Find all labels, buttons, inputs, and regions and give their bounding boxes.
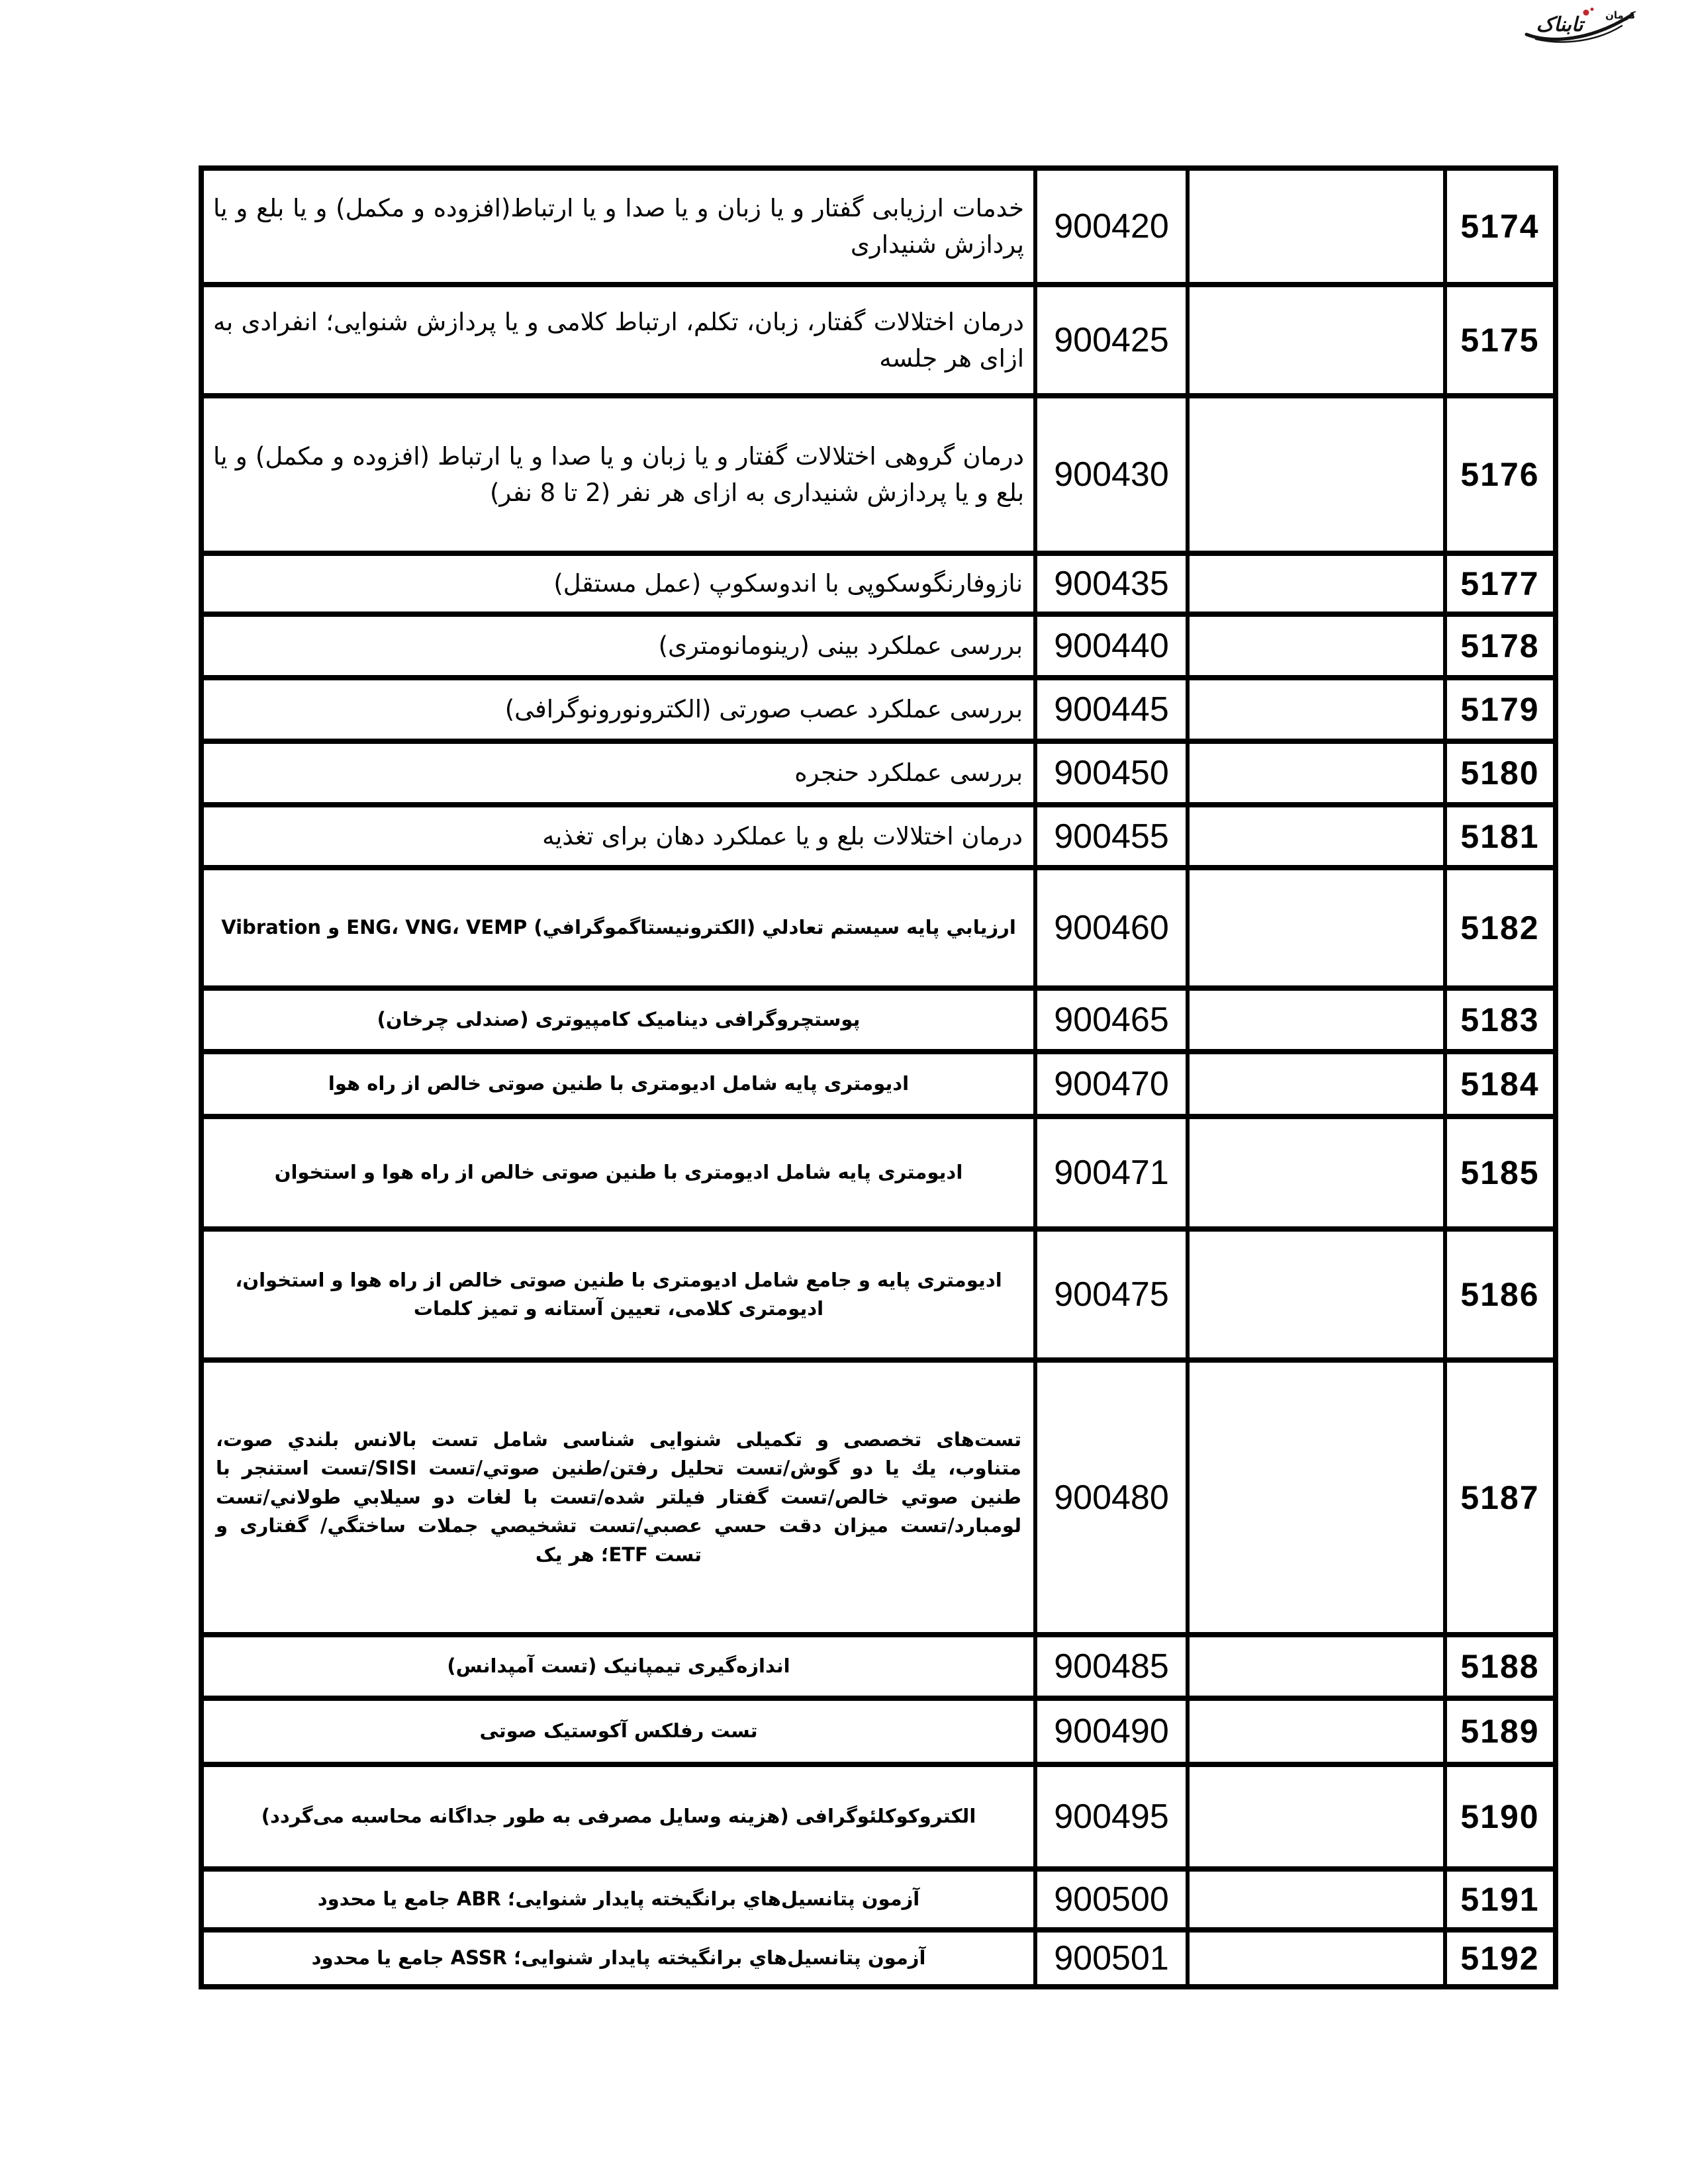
description-cell: بررسی عملکرد بینی (رینومانومتری)	[201, 614, 1035, 678]
code-cell: 900485	[1035, 1635, 1188, 1698]
table-row	[201, 1360, 1556, 1635]
status-cell	[1188, 868, 1445, 988]
row-id-cell: 5176	[1445, 396, 1556, 553]
code-cell: 900425	[1035, 285, 1188, 396]
table-row	[201, 1930, 1556, 1987]
code-cell: 900450	[1035, 741, 1188, 805]
description-cell: تست‌های تخصصی و تکمیلی شنوایی شناسی شامل تست بالانس بلندي صوت، متناوب، يك يا دو گوش/تست تحليل رفتن/طنين صوتي/تست SISI/تست استنجر با طنين صوتي خالص/تست گفتار فيلتر شده/تست با لغات دو سيلابي طولاني/تست لومبارد/تست ميزان دقت حسي عصبي/تست تشخيصي جملات ساختگي/ گفتاری و تست ETF؛ هر یک	[201, 1360, 1035, 1635]
table-row	[201, 1229, 1556, 1360]
description-cell: الکتروکوکلئوگرافی (هزینه وسایل مصرفی به طور جداگانه محاسبه می‌گردد)	[201, 1764, 1035, 1869]
row-id-cell: 5192	[1445, 1930, 1556, 1987]
tabnak-kerman-logo	[1521, 4, 1647, 46]
row-id-cell: 5189	[1445, 1698, 1556, 1764]
status-cell	[1188, 1052, 1445, 1116]
row-id-cell: 5181	[1445, 805, 1556, 868]
code-cell: 900475	[1035, 1229, 1188, 1360]
code-cell: 900500	[1035, 1869, 1188, 1930]
description-cell: درمان اختلالات بلع و یا عملکرد دهان برای تغذیه	[201, 805, 1035, 868]
logo-text-sub: کرمان	[1605, 9, 1636, 21]
status-cell	[1188, 553, 1445, 614]
logo-text-main: تابناک	[1536, 13, 1583, 36]
status-cell	[1188, 1116, 1445, 1229]
description-cell: آزمون پتانسيل‌هاي برانگيخته پايدار شنوايی؛ ASSR جامع یا محدود	[201, 1930, 1035, 1987]
table-row	[201, 988, 1556, 1052]
row-id-cell: 5179	[1445, 678, 1556, 741]
table-row	[201, 1635, 1556, 1698]
code-cell: 900470	[1035, 1052, 1188, 1116]
status-cell	[1188, 1930, 1445, 1987]
code-cell: 900495	[1035, 1764, 1188, 1869]
row-id-cell: 5185	[1445, 1116, 1556, 1229]
description-cell: ادیومتری پایه و جامع شامل ادیومتری با طنین صوتی خالص از راه هوا و استخوان، ادیومتری کلامی، تعیین آستانه و تمیز کلمات	[201, 1229, 1035, 1360]
status-cell	[1188, 285, 1445, 396]
table-row	[201, 1764, 1556, 1869]
status-cell	[1188, 805, 1445, 868]
table-row	[201, 396, 1556, 553]
code-cell: 900501	[1035, 1930, 1188, 1987]
row-id-cell: 5177	[1445, 553, 1556, 614]
code-cell: 900420	[1035, 168, 1188, 285]
row-id-cell: 5191	[1445, 1869, 1556, 1930]
description-cell: ارزيابي پايه سيستم تعادلي (الكترونيستاگموگرافي) ENG، VNG، VEMP و Vibration	[201, 868, 1035, 988]
status-cell	[1188, 741, 1445, 805]
description-cell: اندازه‌گیری تیمپانیک (تست آمپدانس)	[201, 1635, 1035, 1698]
row-id-cell: 5174	[1445, 168, 1556, 285]
status-cell	[1188, 396, 1445, 553]
table-row	[201, 285, 1556, 396]
row-id-cell: 5186	[1445, 1229, 1556, 1360]
status-cell	[1188, 1360, 1445, 1635]
description-cell: خدمات ارزیابی گفتار و یا زبان و یا صدا و یا ارتباط(افزوده و مکمل) و یا بلع و یا پردازش شنیداری	[201, 168, 1035, 285]
row-id-cell: 5180	[1445, 741, 1556, 805]
code-cell: 900460	[1035, 868, 1188, 988]
logo-accent-dot-small	[1591, 8, 1594, 11]
status-cell	[1188, 678, 1445, 741]
status-cell	[1188, 168, 1445, 285]
description-cell: درمان گروهی اختلالات گفتار و یا زبان و یا صدا و یا ارتباط (افزوده و مکمل) و یا بلع و یا پردازش شنیداری به ازای هر نفر (2 تا 8 نفر)	[201, 396, 1035, 553]
description-cell: بررسی عملکرد حنجره	[201, 741, 1035, 805]
status-cell	[1188, 1229, 1445, 1360]
row-id-cell: 5187	[1445, 1360, 1556, 1635]
code-cell: 900480	[1035, 1360, 1188, 1635]
code-cell: 900490	[1035, 1698, 1188, 1764]
description-cell: بررسی عملکرد عصب صورتی (الکترونورونوگرافی)	[201, 678, 1035, 741]
table-row	[201, 1052, 1556, 1116]
code-cell: 900445	[1035, 678, 1188, 741]
row-id-cell: 5182	[1445, 868, 1556, 988]
description-cell: درمان اختلالات گفتار، زبان، تکلم، ارتباط کلامی و یا پردازش شنوایی؛ انفرادی به ازای هر جلسه	[201, 285, 1035, 396]
description-cell: ادیومتری پایه شامل ادیومتری با طنین صوتی خالص از راه هوا و استخوان	[201, 1116, 1035, 1229]
description-cell: پوستچروگرافی دینامیک کامپیوتری (صندلی چرخان)	[201, 988, 1035, 1052]
status-cell	[1188, 988, 1445, 1052]
table-row	[201, 1116, 1556, 1229]
tariff-table	[199, 165, 1558, 1989]
description-cell: تست رفلکس آکوستیک صوتی	[201, 1698, 1035, 1764]
row-id-cell: 5178	[1445, 614, 1556, 678]
status-cell	[1188, 1869, 1445, 1930]
status-cell	[1188, 614, 1445, 678]
status-cell	[1188, 1698, 1445, 1764]
code-cell: 900455	[1035, 805, 1188, 868]
logo-graphic	[1521, 4, 1647, 46]
code-cell: 900440	[1035, 614, 1188, 678]
table-row	[201, 805, 1556, 868]
table-row	[201, 868, 1556, 988]
description-cell: آزمون پتانسيل‌هاي برانگيخته پايدار شنوايی؛ ABR جامع یا محدود	[201, 1869, 1035, 1930]
description-cell: نازوفارنگوسکوپی با اندوسکوپ (عمل مستقل)	[201, 553, 1035, 614]
table-row	[201, 1869, 1556, 1930]
row-id-cell: 5175	[1445, 285, 1556, 396]
status-cell	[1188, 1635, 1445, 1698]
table-row	[201, 741, 1556, 805]
row-id-cell: 5184	[1445, 1052, 1556, 1116]
row-id-cell: 5188	[1445, 1635, 1556, 1698]
code-cell: 900471	[1035, 1116, 1188, 1229]
table-row	[201, 553, 1556, 614]
code-cell: 900430	[1035, 396, 1188, 553]
table-row	[201, 1698, 1556, 1764]
table-row	[201, 614, 1556, 678]
row-id-cell: 5190	[1445, 1764, 1556, 1869]
table-row	[201, 678, 1556, 741]
description-cell: ادیومتری پایه شامل ادیومتری با طنین صوتی خالص از راه هوا	[201, 1052, 1035, 1116]
row-id-cell: 5183	[1445, 988, 1556, 1052]
table-row	[201, 168, 1556, 285]
status-cell	[1188, 1764, 1445, 1869]
code-cell: 900465	[1035, 988, 1188, 1052]
logo-accent-dot	[1583, 10, 1589, 16]
code-cell: 900435	[1035, 553, 1188, 614]
